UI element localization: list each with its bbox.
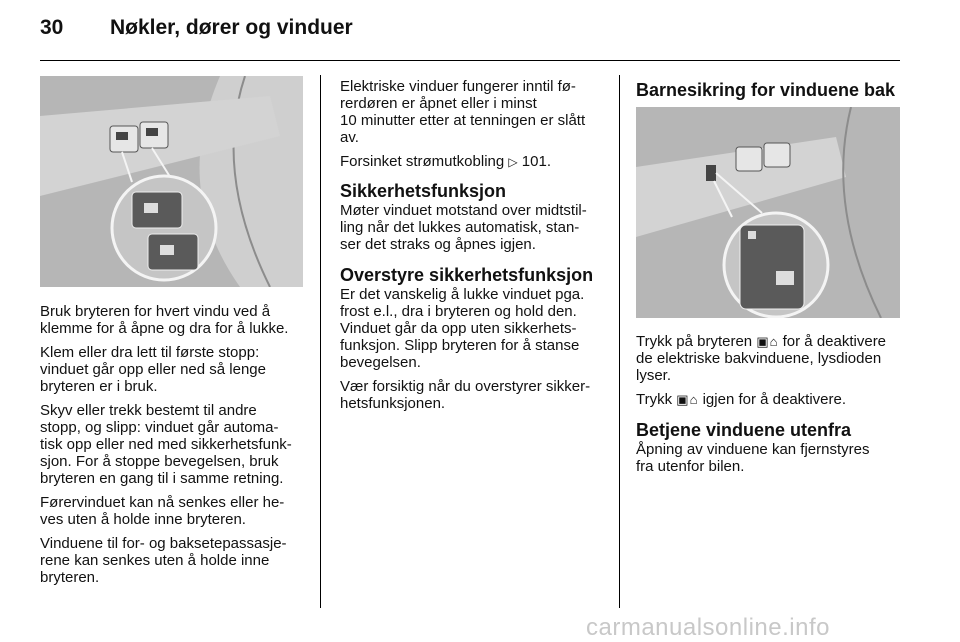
paragraph-child-lock-again [636,391,908,408]
column-3-text [636,333,908,482]
text-line: 10 minutter etter at tenningen er slått [340,112,586,129]
text-line: frost e.l., dra i bryteren og hold den. [340,303,577,320]
paragraph-remote [636,441,908,475]
text-line: sjon. For å stoppe bevegelsen, bruk [40,453,279,470]
paragraph-passenger-windows [40,535,308,586]
child-lock-icon: ▣⌂ [676,392,699,407]
reference-text: Forsinket strømutkobling [340,153,509,170]
text-line: ser det straks og åpnes igjen. [340,236,536,253]
text-line: Førervinduet kan nå senkes eller he- [40,494,285,511]
text-line: Bruk bryteren for hvert vindu ved å [40,303,271,320]
text-line: de elektriske bakvinduene, lysdioden [636,350,882,367]
text-line: rerdøren er åpnet eller i minst [340,95,537,112]
heading-child-lock: Barnesikring for vinduene bak [636,80,896,100]
text-line: bryteren en gang til i samme retning. [40,470,284,487]
text-line: vinduet går opp eller ned så lenge [40,361,266,378]
paragraph-power-windows [340,78,612,146]
window-switch-drawing [40,76,303,287]
child-lock-switch-illustration [636,107,900,318]
column-1-text [40,303,308,593]
column-divider-2 [619,75,620,608]
child-lock-icon: ▣⌂ [756,334,779,349]
text-line: Klem eller dra lett til første stopp: [40,344,260,361]
reference-arrow-icon: ▷ [508,155,518,169]
column-2-text [340,78,612,419]
text-line: klemme for å åpne og dra for å lukke. [40,320,289,337]
text-line: av. [340,129,359,146]
paragraph-reference [340,153,612,171]
page-number: 30 [40,16,64,39]
text-line: ling når det lukkes automatisk, stan- [340,219,580,236]
text-line: bryteren. [40,569,100,586]
text-line: lyser. [636,367,672,384]
text-line: Åpning av vinduene kan fjernstyres [636,441,870,458]
text-line: tisk opp eller ned med sikkerhetsfunk- [40,436,292,453]
paragraph-safety [340,202,612,253]
text-line: fra utenfor bilen. [636,458,745,475]
paragraph-caution [340,378,612,412]
page-title: Nøkler, dører og vinduer [110,16,353,39]
heading-remote-windows: Betjene vinduene utenfra [636,420,852,440]
text-line: Er det vanskelig å lukke vinduet pga. [340,286,585,303]
text-line: stopp, og slipp: vinduet går automa- [40,419,279,436]
watermark: carmanualsonline.info [586,614,830,641]
text-line: Elektriske vinduer fungerer inntil fø- [340,78,576,95]
text-line: rene kan senkes uten å holde inne [40,552,270,569]
text-line: bevegelsen. [340,354,421,371]
reference-page: 101. [517,153,551,170]
paragraph-driver-window [40,494,308,528]
text-fragment: igjen for å deaktivere. [698,391,847,408]
text-line: ves uten å holde inne bryteren. [40,511,246,528]
text-line: hetsfunksjonen. [340,395,446,412]
paragraph-second-stop [40,402,308,487]
text-line: Vinduet går da opp uten sikkerhets- [340,320,577,337]
paragraph-press-pull [40,303,308,337]
heading-safety-function: Sikkerhetsfunksjon [340,181,507,201]
paragraph-override [340,286,612,371]
column-divider-1 [320,75,321,608]
child-lock-drawing [636,107,900,318]
text-line: Møter vinduet motstand over midtstil- [340,202,587,219]
header-rule [40,60,900,61]
text-line [636,333,908,350]
paragraph-child-lock [636,333,908,384]
text-line: Skyv eller trekk bestemt til andre [40,402,257,419]
text-line: Vær forsiktig når du overstyrer sikker- [340,378,591,395]
window-switch-illustration [40,76,303,287]
text-fragment: for å deaktivere [778,333,887,350]
paragraph-first-stop [40,344,308,395]
heading-override-safety: Overstyre sikkerhetsfunksjon [340,265,594,285]
text-fragment: Trykk på bryteren [636,333,757,350]
text-line: funksjon. Slipp bryteren for å stanse [340,337,580,354]
column-3-heading [636,80,904,101]
text-line: bryteren er i bruk. [40,378,158,395]
text-line: Vinduene til for- og baksetepassasje- [40,535,287,552]
text-fragment: Trykk [636,391,677,408]
